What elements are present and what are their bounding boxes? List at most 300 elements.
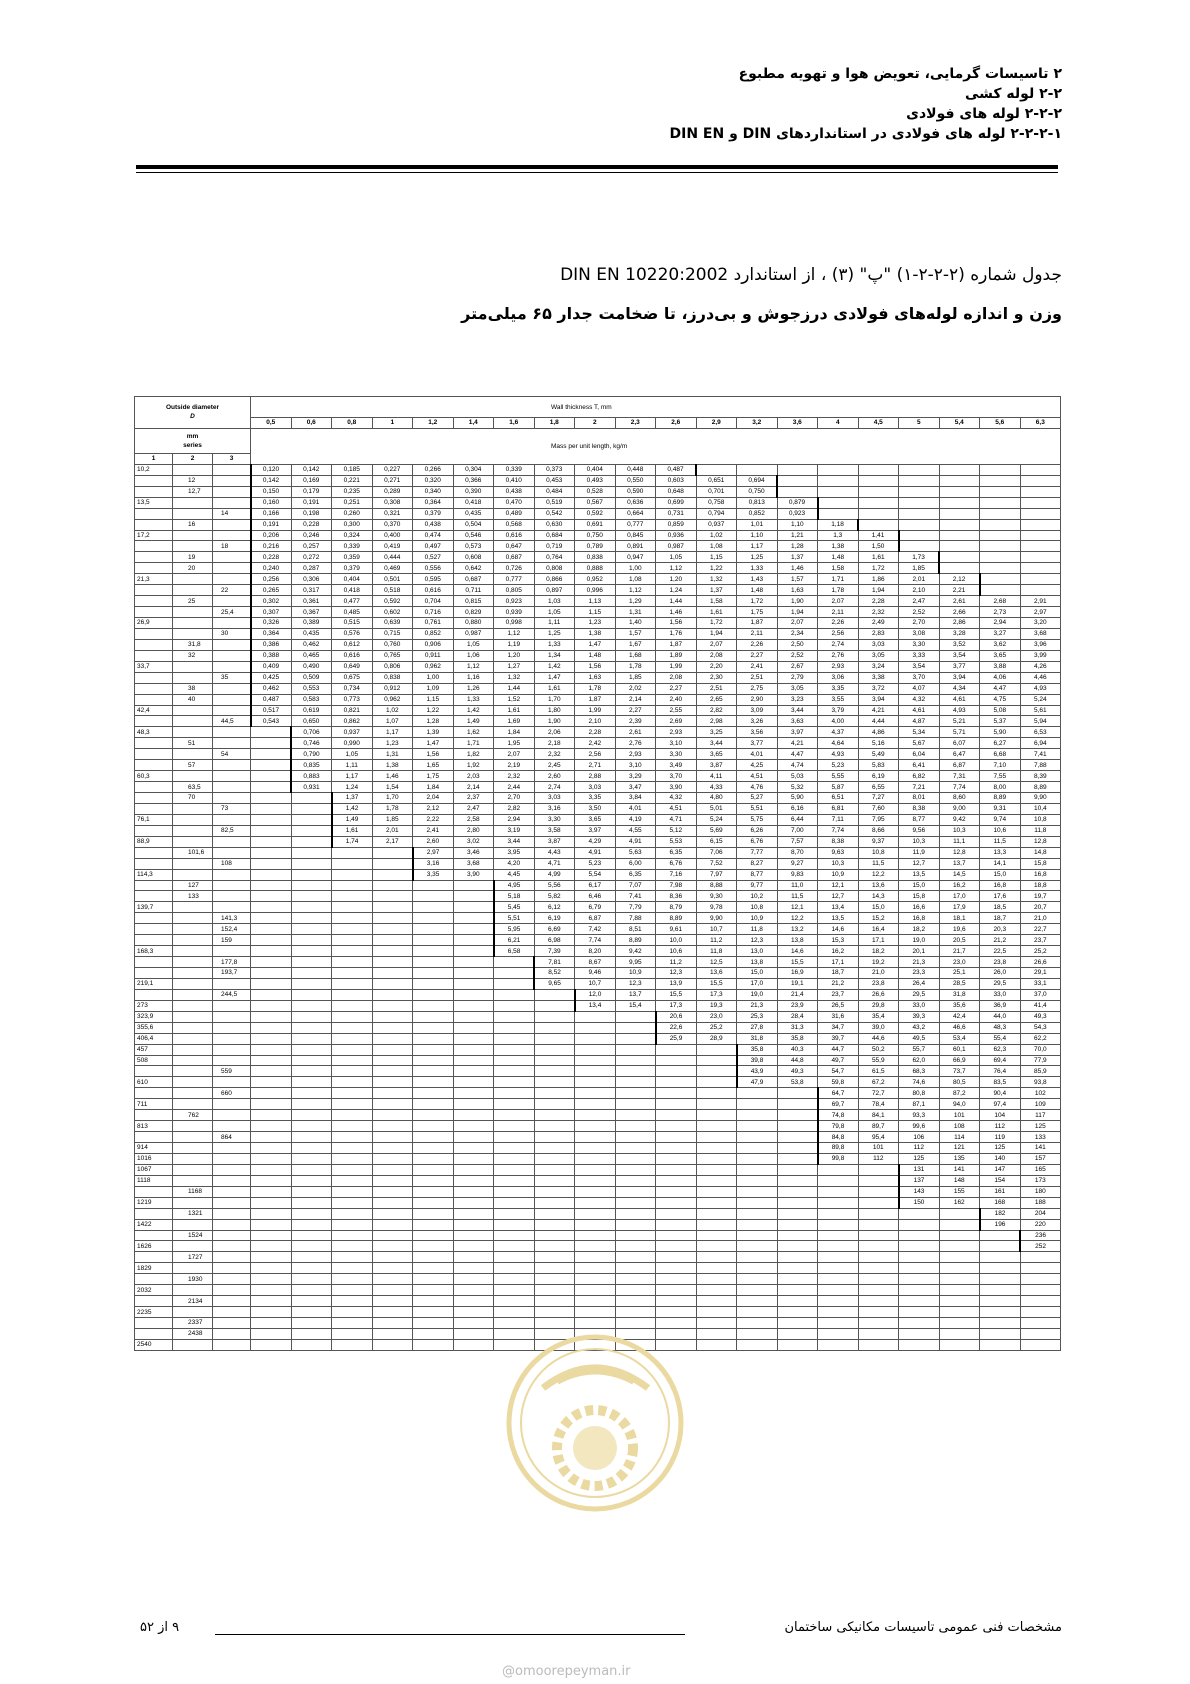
mass-cell: 5,71 bbox=[939, 727, 980, 738]
mass-cell: 112 bbox=[980, 1121, 1021, 1132]
thickness-header-cell: 5,4 bbox=[939, 418, 980, 429]
mass-cell: 0,639 bbox=[372, 618, 413, 629]
mass-cell: 0,300 bbox=[332, 519, 373, 530]
mass-cell: 10,4 bbox=[1020, 803, 1061, 814]
mass-cell: 0,912 bbox=[372, 683, 413, 694]
table-row bbox=[135, 683, 1061, 694]
mass-cell bbox=[291, 1153, 332, 1164]
mass-cell bbox=[453, 1121, 494, 1132]
diameter-cell bbox=[135, 825, 173, 836]
mass-cell bbox=[372, 1077, 413, 1088]
mass-cell: 4,47 bbox=[980, 683, 1021, 694]
mass-cell: 0,359 bbox=[332, 552, 373, 563]
mass-cell bbox=[818, 1164, 859, 1175]
mass-cell: 19,7 bbox=[1020, 891, 1061, 902]
mass-cell: 0,528 bbox=[575, 486, 616, 497]
diameter-cell bbox=[213, 869, 251, 880]
table-row bbox=[135, 727, 1061, 738]
mass-cell: 5,61 bbox=[1020, 705, 1061, 716]
diameter-cell bbox=[213, 1011, 251, 1022]
mass-cell: 10,3 bbox=[818, 858, 859, 869]
mass-cell: 0,636 bbox=[615, 497, 656, 508]
mass-cell: 5,82 bbox=[534, 891, 575, 902]
mass-cell: 1,00 bbox=[615, 563, 656, 574]
table-row bbox=[135, 618, 1061, 629]
mass-cell: 55,9 bbox=[858, 1055, 899, 1066]
mass-cell: 6,07 bbox=[939, 738, 980, 749]
mass-cell: 2,60 bbox=[534, 771, 575, 782]
table-row bbox=[135, 486, 1061, 497]
table-row bbox=[135, 508, 1061, 519]
mass-cell: 39,0 bbox=[858, 1022, 899, 1033]
mass-cell: 2,93 bbox=[818, 661, 859, 672]
mass-cell: 0,883 bbox=[291, 771, 332, 782]
mass-cell bbox=[413, 1318, 454, 1329]
mass-cell bbox=[291, 1022, 332, 1033]
mass-cell: 0,612 bbox=[332, 639, 373, 650]
mass-cell: 16,8 bbox=[1020, 869, 1061, 880]
mass-cell bbox=[615, 1219, 656, 1230]
mass-cell: 0,484 bbox=[534, 486, 575, 497]
diameter-cell bbox=[213, 1274, 251, 1285]
mass-cell bbox=[453, 946, 494, 957]
mass-cell bbox=[656, 1132, 697, 1143]
mass-cell bbox=[291, 1328, 332, 1339]
mass-cell bbox=[1020, 530, 1061, 541]
mass-cell: 1,10 bbox=[777, 519, 818, 530]
mass-cell bbox=[372, 1230, 413, 1241]
mass-cell bbox=[534, 1099, 575, 1110]
mass-cell bbox=[413, 913, 454, 924]
diameter-cell bbox=[213, 1307, 251, 1318]
mass-cell: 22,5 bbox=[980, 946, 1021, 957]
mass-cell bbox=[332, 1328, 373, 1339]
diameter-cell: 63,5 bbox=[173, 782, 213, 793]
mass-cell: 1,72 bbox=[737, 596, 778, 607]
document-header bbox=[670, 64, 1063, 144]
table-row bbox=[135, 552, 1061, 563]
mass-cell bbox=[534, 989, 575, 1000]
diameter-cell: 2337 bbox=[173, 1318, 213, 1329]
mass-cell bbox=[696, 1307, 737, 1318]
diameter-cell: 114,3 bbox=[135, 869, 173, 880]
mass-cell: 2,03 bbox=[453, 771, 494, 782]
diameter-cell bbox=[213, 1110, 251, 1121]
mass-cell bbox=[413, 1230, 454, 1241]
mass-cell bbox=[777, 1285, 818, 1296]
diameter-cell bbox=[213, 891, 251, 902]
mass-cell: 7,74 bbox=[575, 935, 616, 946]
mass-cell: 20,6 bbox=[656, 1011, 697, 1022]
mass-cell bbox=[696, 1110, 737, 1121]
mass-cell bbox=[494, 978, 535, 989]
mass-cell bbox=[939, 1230, 980, 1241]
mass-cell bbox=[939, 541, 980, 552]
diameter-cell bbox=[173, 508, 213, 519]
mass-cell: 21,4 bbox=[777, 989, 818, 1000]
mass-cell bbox=[696, 1241, 737, 1252]
mass-cell bbox=[453, 913, 494, 924]
mass-cell: 1,69 bbox=[494, 716, 535, 727]
mass-cell: 8,79 bbox=[656, 902, 697, 913]
mass-cell: 5,49 bbox=[858, 749, 899, 760]
diameter-cell bbox=[173, 661, 213, 672]
mass-cell bbox=[372, 1296, 413, 1307]
mass-cell: 10,0 bbox=[656, 935, 697, 946]
mass-cell bbox=[980, 519, 1021, 530]
mass-cell: 6,17 bbox=[575, 880, 616, 891]
mass-cell: 48,3 bbox=[980, 1022, 1021, 1033]
diameter-cell: 48,3 bbox=[135, 727, 173, 738]
table-row bbox=[135, 1263, 1061, 1274]
mass-cell: 3,27 bbox=[980, 628, 1021, 639]
mass-cell: 1,62 bbox=[453, 727, 494, 738]
mass-cell bbox=[818, 1197, 859, 1208]
mass-cell: 8,89 bbox=[656, 913, 697, 924]
mass-cell bbox=[291, 880, 332, 891]
mass-cell: 3,58 bbox=[534, 825, 575, 836]
table-row bbox=[135, 475, 1061, 486]
diameter-cell bbox=[173, 1000, 213, 1011]
mass-cell: 0,603 bbox=[656, 475, 697, 486]
mass-cell: 3,02 bbox=[453, 836, 494, 847]
mass-cell bbox=[939, 1318, 980, 1329]
mass-cell bbox=[291, 847, 332, 858]
mass-cell: 2,93 bbox=[656, 727, 697, 738]
mass-cell bbox=[413, 1208, 454, 1219]
mass-cell: 89,7 bbox=[858, 1121, 899, 1132]
mass-cell: 6,47 bbox=[939, 749, 980, 760]
mass-cell: 11,2 bbox=[696, 935, 737, 946]
mass-cell: 0,425 bbox=[251, 672, 292, 683]
mass-cell bbox=[737, 1318, 778, 1329]
mass-cell: 12,3 bbox=[656, 968, 697, 979]
mass-cell bbox=[332, 1285, 373, 1296]
diameter-cell bbox=[213, 574, 251, 585]
mass-cell bbox=[453, 1153, 494, 1164]
diameter-cell bbox=[135, 486, 173, 497]
mass-cell bbox=[899, 497, 940, 508]
mass-cell: 0,556 bbox=[413, 563, 454, 574]
mass-cell: 0,307 bbox=[251, 607, 292, 618]
mass-cell: 2,32 bbox=[494, 771, 535, 782]
mass-cell bbox=[615, 1110, 656, 1121]
diameter-cell bbox=[173, 1099, 213, 1110]
mass-cell bbox=[413, 1285, 454, 1296]
mass-cell: 0,206 bbox=[251, 530, 292, 541]
mass-cell: 18,8 bbox=[1020, 880, 1061, 891]
mass-cell bbox=[494, 1175, 535, 1186]
mass-cell: 0,616 bbox=[332, 650, 373, 661]
diameter-cell bbox=[173, 1197, 213, 1208]
mass-cell bbox=[372, 1022, 413, 1033]
diameter-cell bbox=[135, 475, 173, 486]
mass-cell: 2,32 bbox=[858, 607, 899, 618]
mass-cell: 147 bbox=[980, 1164, 1021, 1175]
diameter-cell: 38 bbox=[173, 683, 213, 694]
diameter-cell: 193,7 bbox=[213, 968, 251, 979]
diameter-cell: 44,5 bbox=[213, 716, 251, 727]
mass-cell: 9,65 bbox=[534, 978, 575, 989]
mass-cell: 1,11 bbox=[332, 760, 373, 771]
mass-cell bbox=[534, 1296, 575, 1307]
table-row bbox=[135, 1274, 1061, 1285]
mass-cell bbox=[737, 1175, 778, 1186]
mass-cell bbox=[494, 968, 535, 979]
mass-cell: 1,22 bbox=[696, 563, 737, 574]
mass-cell bbox=[291, 1066, 332, 1077]
diameter-cell bbox=[173, 935, 213, 946]
diameter-cell bbox=[135, 749, 173, 760]
mass-cell bbox=[453, 1099, 494, 1110]
table-row bbox=[135, 1000, 1061, 1011]
mass-cell: 6,58 bbox=[494, 946, 535, 957]
mass-cell bbox=[251, 968, 292, 979]
mass-cell: 7,95 bbox=[858, 814, 899, 825]
mass-cell bbox=[777, 1328, 818, 1339]
mass-cell bbox=[575, 1011, 616, 1022]
mass-cell bbox=[372, 1033, 413, 1044]
mass-cell: 0,711 bbox=[453, 585, 494, 596]
mass-cell: 0,777 bbox=[494, 574, 535, 585]
mass-cell: 3,68 bbox=[1020, 628, 1061, 639]
mass-cell: 8,38 bbox=[818, 836, 859, 847]
mass-cell: 3,72 bbox=[858, 683, 899, 694]
mass-cell bbox=[251, 727, 292, 738]
diameter-cell bbox=[173, 1011, 213, 1022]
mass-cell: 0,590 bbox=[615, 486, 656, 497]
diameter-cell: 508 bbox=[135, 1055, 173, 1066]
mass-cell bbox=[372, 880, 413, 891]
mass-cell: 0,409 bbox=[251, 661, 292, 672]
mass-cell: 0,388 bbox=[251, 650, 292, 661]
mass-cell bbox=[251, 978, 292, 989]
mass-cell bbox=[494, 1252, 535, 1263]
diameter-cell: 20 bbox=[173, 563, 213, 574]
mass-cell bbox=[372, 1252, 413, 1263]
mass-cell: 7,88 bbox=[615, 913, 656, 924]
mass-cell bbox=[656, 1153, 697, 1164]
mass-cell: 6,69 bbox=[534, 924, 575, 935]
mass-cell: 1,68 bbox=[615, 650, 656, 661]
mass-cell bbox=[372, 957, 413, 968]
mass-cell: 1,33 bbox=[453, 694, 494, 705]
mass-cell: 2,82 bbox=[696, 705, 737, 716]
diameter-cell bbox=[173, 618, 213, 629]
mass-cell: 11,8 bbox=[696, 946, 737, 957]
mass-cell bbox=[1020, 1274, 1061, 1285]
mass-cell bbox=[858, 1274, 899, 1285]
mass-cell: 137 bbox=[899, 1175, 940, 1186]
mass-cell bbox=[737, 1252, 778, 1263]
mass-cell: 0,389 bbox=[291, 618, 332, 629]
mass-cell bbox=[939, 519, 980, 530]
mass-cell: 1,65 bbox=[413, 760, 454, 771]
mass-cell: 54,7 bbox=[818, 1066, 859, 1077]
mass-cell: 1,10 bbox=[737, 530, 778, 541]
table-row bbox=[135, 1088, 1061, 1099]
mass-cell bbox=[656, 1263, 697, 1274]
diameter-cell bbox=[135, 782, 173, 793]
mass-cell bbox=[696, 1197, 737, 1208]
mass-cell: 2,01 bbox=[372, 825, 413, 836]
mass-cell bbox=[372, 1274, 413, 1285]
mass-cell: 16,4 bbox=[858, 924, 899, 935]
mass-cell: 0,487 bbox=[656, 464, 697, 475]
diameter-cell bbox=[213, 1175, 251, 1186]
mass-cell: 1,75 bbox=[413, 771, 454, 782]
table-row bbox=[135, 628, 1061, 639]
mass-cell: 0,340 bbox=[413, 486, 454, 497]
mass-cell bbox=[939, 1208, 980, 1219]
mass-cell bbox=[291, 1186, 332, 1197]
mass-cell bbox=[737, 1241, 778, 1252]
mass-cell bbox=[494, 1022, 535, 1033]
mass-cell: 6,44 bbox=[777, 814, 818, 825]
mass-cell: 2,17 bbox=[372, 836, 413, 847]
table-row bbox=[135, 978, 1061, 989]
mass-cell: 1,17 bbox=[372, 727, 413, 738]
mass-cell bbox=[696, 1274, 737, 1285]
mass-cell: 9,31 bbox=[980, 803, 1021, 814]
mass-cell: 9,90 bbox=[696, 913, 737, 924]
mass-cell bbox=[899, 1296, 940, 1307]
mass-cell: 3,44 bbox=[696, 738, 737, 749]
mass-cell bbox=[413, 946, 454, 957]
mass-cell: 0,947 bbox=[615, 552, 656, 563]
diameter-cell bbox=[173, 771, 213, 782]
mass-cell: 0,304 bbox=[453, 464, 494, 475]
mass-cell: 9,95 bbox=[615, 957, 656, 968]
mass-cell: 196 bbox=[980, 1219, 1021, 1230]
mass-cell bbox=[980, 1274, 1021, 1285]
mass-cell: 0,339 bbox=[494, 464, 535, 475]
diameter-cell: 864 bbox=[213, 1132, 251, 1143]
mass-cell: 2,51 bbox=[696, 683, 737, 694]
mass-cell: 3,99 bbox=[1020, 650, 1061, 661]
mass-cell bbox=[696, 1263, 737, 1274]
mass-cell: 0,527 bbox=[413, 552, 454, 563]
mass-cell: 2,10 bbox=[575, 716, 616, 727]
mass-cell bbox=[251, 1132, 292, 1143]
mass-cell bbox=[858, 497, 899, 508]
thickness-header-cell: 0,5 bbox=[251, 418, 292, 429]
mass-cell: 42,4 bbox=[939, 1011, 980, 1022]
mass-cell: 0,838 bbox=[372, 672, 413, 683]
diameter-cell: 2032 bbox=[135, 1285, 173, 1296]
mass-cell: 0,120 bbox=[251, 464, 292, 475]
mass-cell bbox=[696, 1055, 737, 1066]
diameter-cell: 1321 bbox=[173, 1208, 213, 1219]
mass-cell bbox=[980, 1318, 1021, 1329]
mass-cell: 0,265 bbox=[251, 585, 292, 596]
mass-cell bbox=[453, 957, 494, 968]
mass-cell: 10,6 bbox=[656, 946, 697, 957]
mass-cell bbox=[656, 1164, 697, 1175]
diameter-cell bbox=[173, 530, 213, 541]
mass-cell: 2,21 bbox=[939, 585, 980, 596]
mass-cell bbox=[575, 1164, 616, 1175]
mass-cell: 2,07 bbox=[696, 639, 737, 650]
mass-cell bbox=[372, 946, 413, 957]
table-row bbox=[135, 1011, 1061, 1022]
mass-cell: 1,56 bbox=[413, 749, 454, 760]
mass-cell bbox=[413, 1263, 454, 1274]
mass-cell: 0,687 bbox=[453, 574, 494, 585]
mass-cell bbox=[656, 1099, 697, 1110]
mass-cell: 3,88 bbox=[980, 661, 1021, 672]
mass-cell bbox=[939, 563, 980, 574]
mass-cell: 2,07 bbox=[494, 749, 535, 760]
mass-cell: 3,62 bbox=[980, 639, 1021, 650]
mass-cell: 1,05 bbox=[332, 749, 373, 760]
diameter-cell: 139,7 bbox=[135, 902, 173, 913]
mass-cell bbox=[980, 1263, 1021, 1274]
table-row bbox=[135, 574, 1061, 585]
mass-cell: 0,228 bbox=[291, 519, 332, 530]
mass-cell: 64,7 bbox=[818, 1088, 859, 1099]
mass-cell: 0,404 bbox=[332, 574, 373, 585]
mass-cell bbox=[251, 1219, 292, 1230]
mass-cell bbox=[453, 1296, 494, 1307]
mass-cell bbox=[251, 1241, 292, 1252]
mass-cell: 16,2 bbox=[818, 946, 859, 957]
mass-cell: 6,79 bbox=[575, 902, 616, 913]
mass-cell: 19,2 bbox=[858, 957, 899, 968]
table-row bbox=[135, 1121, 1061, 1132]
mass-cell bbox=[818, 1208, 859, 1219]
mass-cell bbox=[453, 1197, 494, 1208]
mass-cell: 0,504 bbox=[453, 519, 494, 530]
wall-thickness-header: Wall thickness T, mm bbox=[251, 397, 1061, 418]
diameter-cell bbox=[213, 1318, 251, 1329]
mass-cell: 2,04 bbox=[413, 793, 454, 804]
mass-cell: 0,731 bbox=[656, 508, 697, 519]
mass-cell bbox=[777, 1208, 818, 1219]
diameter-cell: 76,1 bbox=[135, 814, 173, 825]
mass-cell: 0,221 bbox=[332, 475, 373, 486]
diameter-cell: 19 bbox=[173, 552, 213, 563]
mass-cell bbox=[777, 1175, 818, 1186]
mass-cell bbox=[251, 989, 292, 1000]
mass-cell: 0,897 bbox=[534, 585, 575, 596]
mass-cell: 125 bbox=[899, 1153, 940, 1164]
mass-cell bbox=[575, 1175, 616, 1186]
mass-cell: 19,3 bbox=[696, 1000, 737, 1011]
mass-cell: 29,8 bbox=[858, 1000, 899, 1011]
mass-cell: 8,89 bbox=[1020, 782, 1061, 793]
diameter-cell bbox=[173, 749, 213, 760]
diameter-cell bbox=[173, 869, 213, 880]
mass-cell bbox=[291, 913, 332, 924]
mass-cell bbox=[413, 1099, 454, 1110]
mass-cell bbox=[1020, 1318, 1061, 1329]
mass-cell: 21,3 bbox=[737, 1000, 778, 1011]
mass-cell: 5,55 bbox=[818, 771, 859, 782]
mass-cell bbox=[534, 1263, 575, 1274]
mass-cell: 5,03 bbox=[777, 771, 818, 782]
mass-cell: 1,72 bbox=[858, 563, 899, 574]
mass-cell bbox=[1020, 1328, 1061, 1339]
mass-cell bbox=[1020, 508, 1061, 519]
mass-cell bbox=[494, 957, 535, 968]
mass-cell: 3,65 bbox=[980, 650, 1021, 661]
thickness-header-cell: 1,2 bbox=[413, 418, 454, 429]
mass-cell: 2,12 bbox=[939, 574, 980, 585]
mass-cell: 1,20 bbox=[494, 650, 535, 661]
diameter-cell bbox=[213, 880, 251, 891]
mass-cell bbox=[1020, 475, 1061, 486]
